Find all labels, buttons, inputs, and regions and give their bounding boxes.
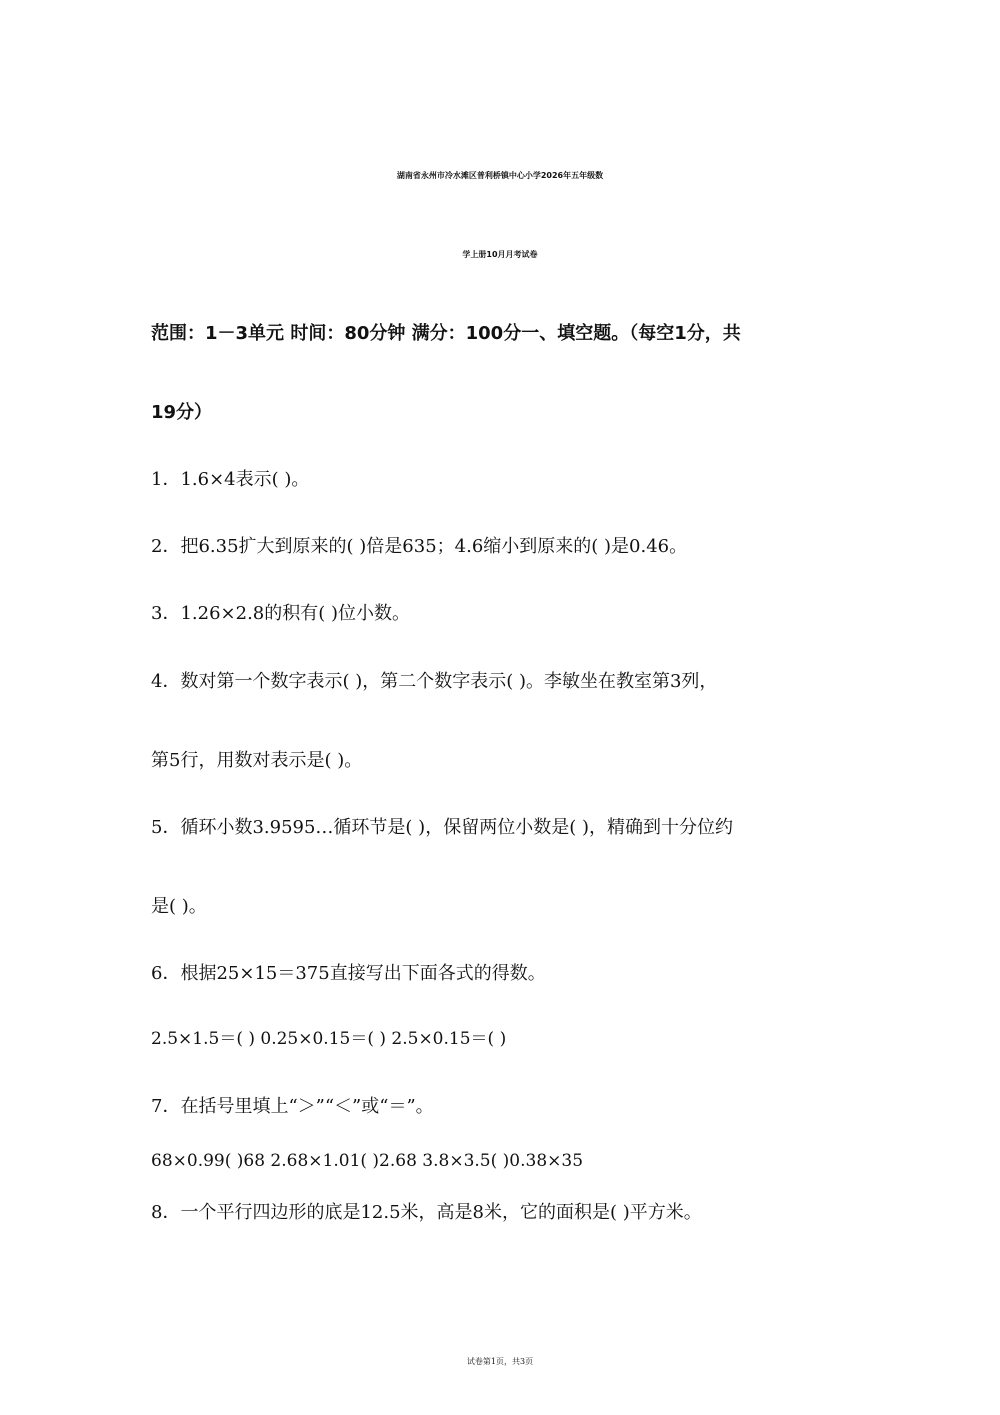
- question-2: 2．把6.35扩大到原来的( )倍是635；4.6缩小到原来的( )是0.46。: [151, 536, 688, 557]
- question-1: 1．1.6×4表示( )。: [151, 469, 310, 490]
- question-4-line-1: 4．数对第一个数字表示( )，第二个数字表示( )。李敏坐在教室第3列，: [151, 671, 718, 692]
- page-title-line-2: 学上册10月月考试卷: [462, 250, 538, 259]
- question-6-items: 2.5×1.5＝( ) 0.25×0.15＝( ) 2.5×0.15＝( ): [151, 1029, 507, 1049]
- page-footer: 试卷第1页，共3页: [466, 1357, 534, 1366]
- question-8: 8．一个平行四边形的底是12.5米，高是8米，它的面积是( )平方米。: [151, 1202, 702, 1223]
- question-3: 3．1.26×2.8的积有( )位小数。: [151, 603, 411, 624]
- question-7-items: 68×0.99( )68 2.68×1.01( )2.68 3.8×3.5( )0.38×35: [151, 1151, 584, 1171]
- page-title-line-1: 湖南省永州市冷水滩区普利桥镇中心小学2026年五年级数: [396, 171, 604, 180]
- exam-info-line-2: 19分）: [151, 402, 213, 423]
- question-6: 6．根据25×15＝375直接写出下面各式的得数。: [151, 963, 546, 984]
- question-7: 7．在括号里填上“＞”“＜”或“＝”。: [151, 1096, 434, 1117]
- question-4-line-2: 第5行，用数对表示是( )。: [151, 750, 363, 771]
- question-5-line-1: 5．循环小数3.9595…循环节是( )，保留两位小数是( )，精确到十分位约: [151, 817, 733, 838]
- exam-info-line-1: 范围：1－3单元 时间：80分钟 满分：100分一、填空题。（每空1分，共: [151, 323, 741, 344]
- question-5-line-2: 是( )。: [151, 896, 207, 917]
